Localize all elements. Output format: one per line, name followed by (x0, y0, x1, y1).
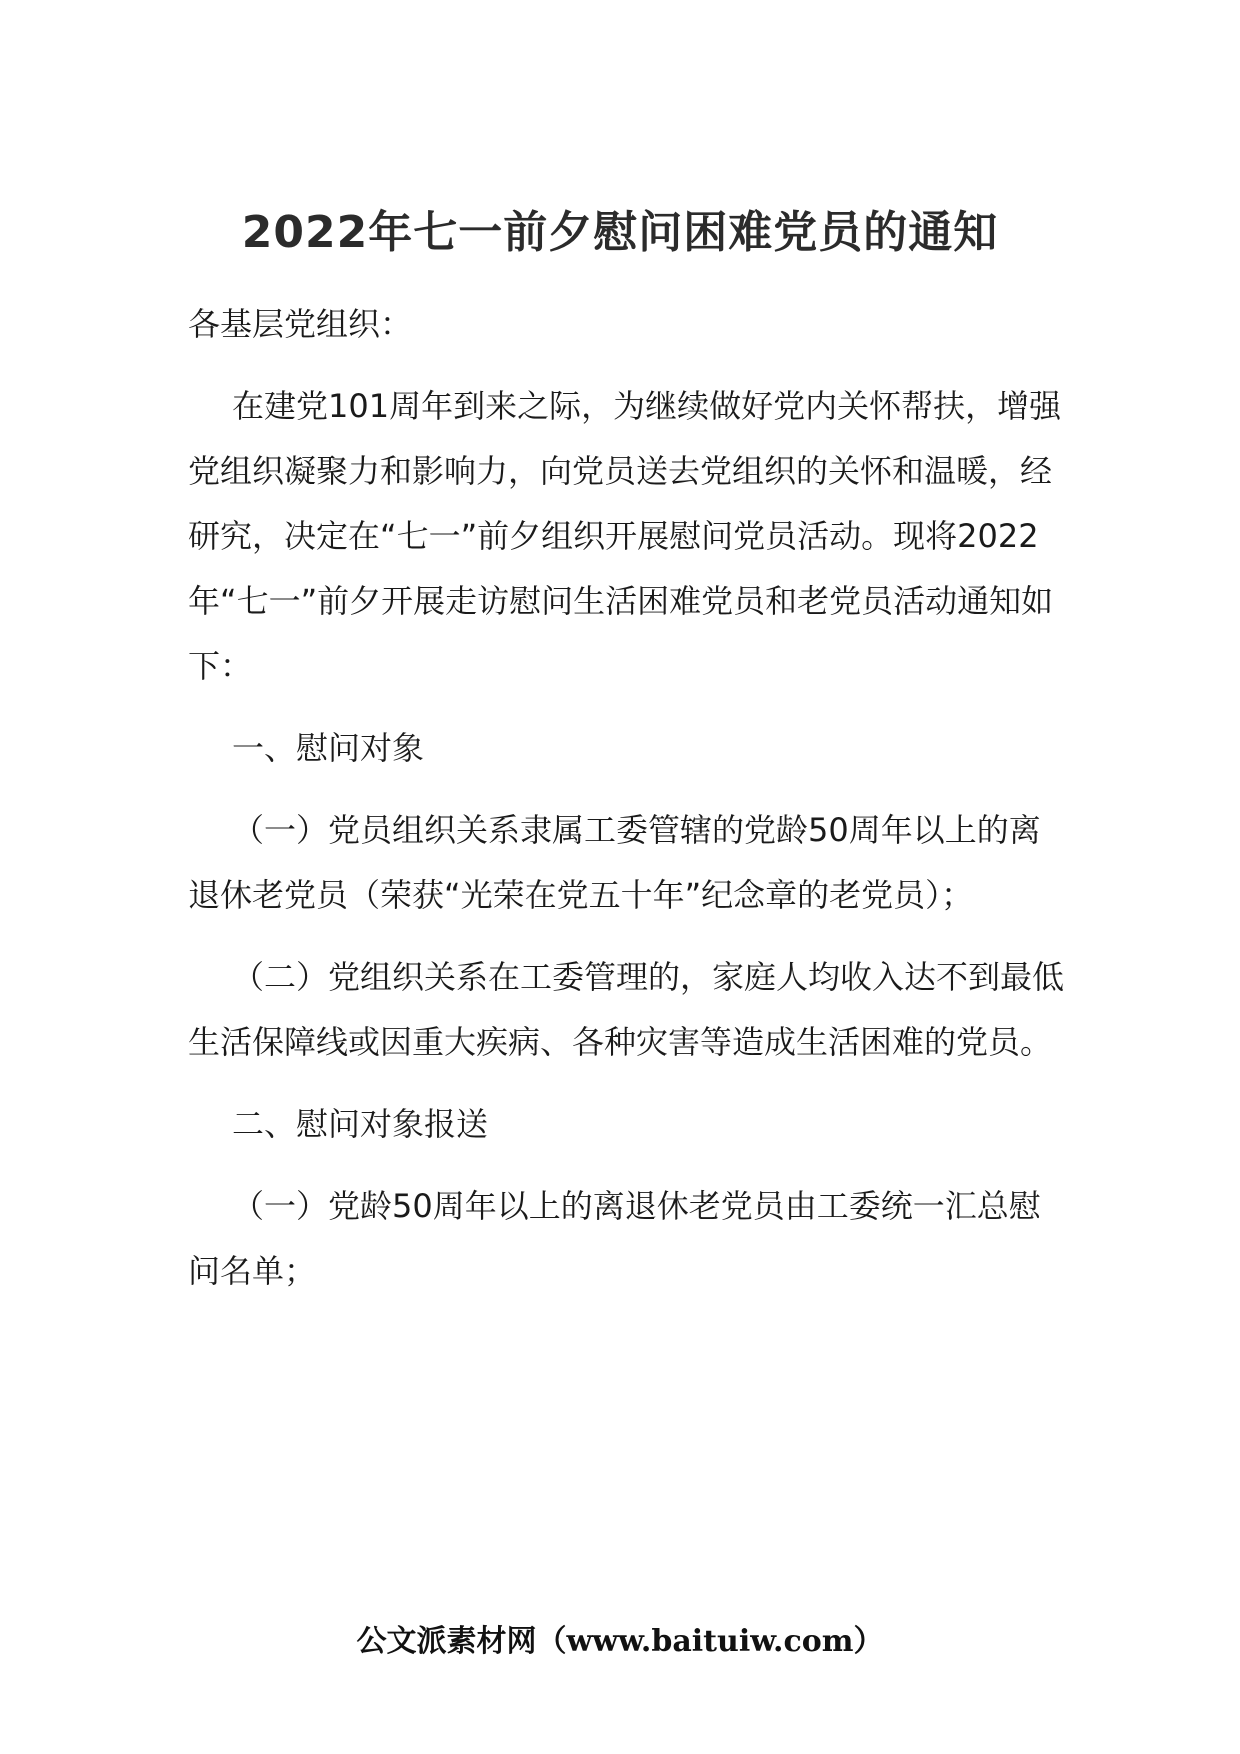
section2-item1: （一）党龄50周年以上的离退休老党员由工委统一汇总慰问名单； (188, 1187, 1041, 1290)
section1-item1: （一）党员组织关系隶属工委管辖的党龄50周年以上的离退休老党员（荣获“光荣在党五十年”纪念章的老党员）； (188, 811, 1041, 914)
document-body (188, 292, 1068, 1321)
footer-watermark: 公文派素材网（www.baituiw.com） (356, 1624, 884, 1659)
intro-paragraph: 在建党101周年到来之际，为继续做好党内关怀帮扶，增强党组织凝聚力和影响力，向党员送去党组织的关怀和温暖，经研究，决定在“七一”前夕组织开展慰问党员活动。现将2022年“七一”前夕开展走访慰问生活困难党员和老党员活动通知如下： (188, 387, 1062, 685)
salutation: 各基层党组织： (188, 305, 413, 343)
document-title: 2022年七一前夕慰问困难党员的通知 (241, 207, 999, 258)
section1-item2: （二）党组织关系在工委管理的，家庭人均收入达不到最低生活保障线或因重大疾病、各种灾害等造成生活困难的党员。 (188, 958, 1065, 1061)
section2-heading: 二、慰问对象报送 (232, 1105, 489, 1143)
section1-heading: 一、慰问对象 (232, 729, 425, 767)
